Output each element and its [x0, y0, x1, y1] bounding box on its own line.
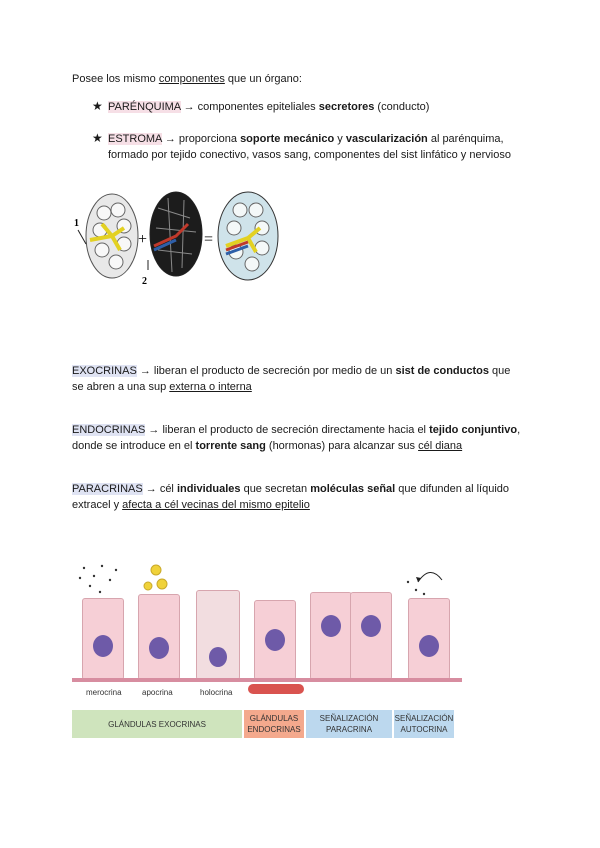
parenquima-disc: [86, 194, 138, 278]
bold-individuales: individuales: [176, 483, 241, 495]
cell-paracrina-1: [310, 592, 352, 680]
estroma-disc: [150, 192, 202, 276]
exocrinas-line2: [72, 380, 252, 395]
label-holocrina: holocrina: [200, 688, 233, 697]
bold-tejido-conjuntivo: tejido conjuntivo: [429, 424, 518, 436]
bold-soporte: soporte mecánico: [240, 133, 335, 145]
band-glandulas-endocrinas: GLÁNDULAS ENDOCRINAS: [244, 710, 304, 738]
intro-suffix: que un órgano:: [224, 73, 302, 85]
text: ,: [517, 424, 521, 436]
endocrinas-line2: [72, 439, 462, 454]
text: → liberan el producto de secreción directamente hacia el: [145, 424, 430, 436]
nucleus: [265, 629, 285, 651]
exocrinas-line1: [72, 364, 510, 379]
secretion-types-figure: [72, 560, 462, 740]
band-senalizacion-paracrina: SEÑALIZACIÓN PARACRINA: [306, 710, 392, 738]
paracrinas-line2: [72, 498, 310, 513]
label-merocrina: merocrina: [86, 688, 122, 697]
star-icon: ★: [92, 99, 103, 113]
text: (hormonas) para alcanzar sus: [265, 440, 419, 452]
bold-moleculas-senal: moléculas señal: [310, 483, 396, 495]
blood-vessel: [248, 684, 304, 694]
bold-sist-conductos: sist de conductos: [395, 365, 489, 377]
underlined-cel-diana: cél diana: [418, 440, 463, 452]
endocrinas-line1: [72, 423, 520, 438]
bullet-rest: (conducto): [374, 101, 430, 113]
text: → cél: [142, 483, 177, 495]
nucleus: [149, 637, 169, 659]
nucleus: [209, 647, 227, 667]
band-glandulas-exocrinas: GLÁNDULAS EXOCRINAS: [72, 710, 242, 738]
nucleus: [361, 615, 381, 637]
text: que: [488, 365, 511, 377]
cell-endocrina: [254, 600, 296, 680]
bullet-parenquima: [108, 100, 429, 115]
cell-merocrina: [82, 598, 124, 680]
term-estroma: ESTROMA: [108, 133, 162, 145]
intro-prefix: Posee los mismo: [72, 73, 159, 85]
cell-holocrina: [196, 590, 240, 680]
equals-sign: =: [204, 231, 214, 248]
cell-paracrina-2: [350, 592, 392, 680]
bullet-text: → componentes epiteliales: [180, 101, 319, 113]
bullet-estroma: [108, 132, 504, 147]
bullet-mid: y: [334, 133, 346, 145]
band-senalizacion-autocrina: SEÑALIZACIÓN AUTOCRINA: [394, 710, 454, 738]
basement-membrane: [72, 678, 462, 682]
bullet-text: → proporciona: [161, 133, 241, 145]
text: que secretan: [240, 483, 311, 495]
underlined-afecta-vecinas: afecta a cél vecinas del mismo epitelio: [122, 499, 310, 511]
intro-underlined: componentes: [158, 73, 225, 85]
cell-apocrina: [138, 594, 180, 680]
bold-secretores: secretores: [318, 101, 375, 113]
term-paracrinas: PARACRINAS: [72, 483, 143, 495]
bullet-rest: al parénquima,: [427, 133, 504, 145]
nucleus: [93, 635, 113, 657]
label-2: 2: [142, 276, 147, 287]
cell-autocrina: [408, 598, 450, 680]
nucleus: [321, 615, 341, 637]
label-apocrina: apocrina: [142, 688, 173, 697]
text: se abren a una sup: [72, 381, 170, 393]
plus-sign: +: [138, 231, 148, 248]
intro-line: [72, 72, 302, 87]
bold-vascularizacion: vascularización: [345, 133, 428, 145]
bold-torrente-sang: torrente sang: [195, 440, 266, 452]
text: que difunden al líquido: [395, 483, 509, 495]
underlined-externa-interna: externa o interna: [169, 381, 252, 393]
paracrinas-line1: [72, 482, 509, 497]
text: donde se introduce en el: [72, 440, 196, 452]
term-parenquima: PARÉNQUIMA: [108, 101, 181, 113]
text: → liberan el producto de secreción por medio de un: [136, 365, 396, 377]
bullet-estroma-line2: formado por tejido conectivo, vasos sang, componentes del sist linfático y nervioso: [108, 149, 511, 161]
organ-composition-figure: [72, 188, 292, 288]
star-icon: ★: [92, 131, 103, 145]
term-endocrinas: ENDOCRINAS: [72, 424, 146, 436]
nucleus: [419, 635, 439, 657]
term-exocrinas: EXOCRINAS: [72, 365, 137, 377]
label-1: 1: [74, 218, 79, 229]
text: extracel y: [72, 499, 123, 511]
organo-disc: [218, 192, 278, 280]
